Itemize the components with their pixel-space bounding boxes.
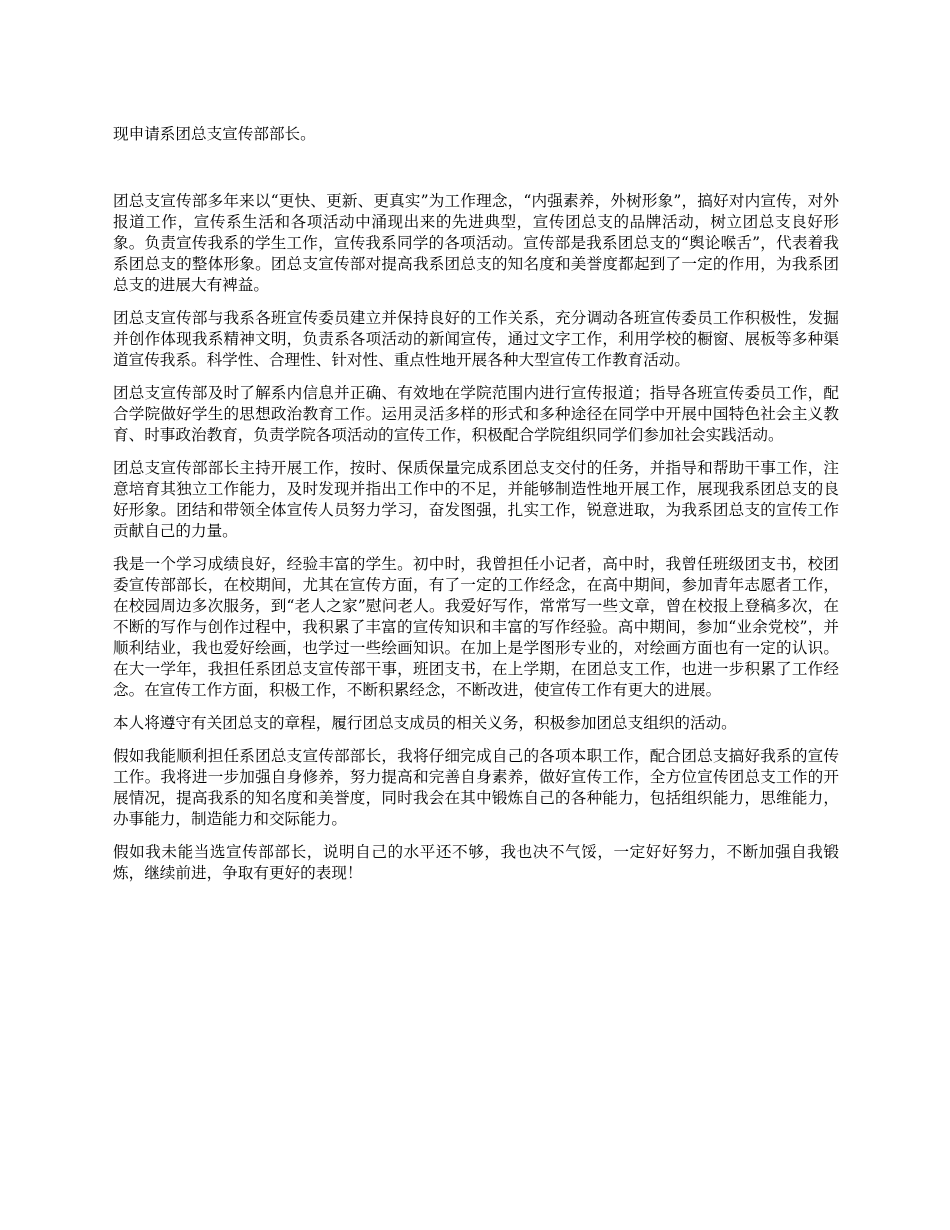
paragraph-4: 团总支宣传部部长主持开展工作，按时、保质保量完成系团总支交付的任务，并指导和帮助干事工作，注意培育其独立工作能力，及时发现并指出工作中的不足，并能够制造性地开展工作，展现我系团总支的良好形象。团结和带领全体宣传人员努力学习，奋发图强，扎实工作，锐意进取，为我系团总支的宣传工作贡献自己的力量。 [113,459,839,540]
paragraph-6: 本人将遵守有关团总支的章程，履行团总支成员的相关义务，积极参加团总支组织的活动。 [113,714,737,732]
paragraph-7: 假如我能顺利担任系团总支宣传部部长，我将仔细完成自己的各项本职工作，配合团总支搞好我系的宣传工作。我将进一步加强自身修养，努力提高和完善自身素养，做好宣传工作，全方位宣传团总支工作的开展情况，提高我系的知名度和美誉度，同时我会在其中锻炼自己的各种能力，包括组织能力，思维能力，办事能力，制造能力和交际能力。 [113,747,839,828]
paragraph-2: 团总支宣传部与我系各班宣传委员建立并保持良好的工作关系，充分调动各班宣传委员工作积极性，发掘并创作体现我系精神文明，负责系各项活动的新闻宣传，通过文字工作，利用学校的橱窗、展板等多种渠道宣传我系。科学性、合理性、针对性、重点性地开展各种大型宣传工作教育活动。 [113,309,839,369]
paragraph-8: 假如我未能当选宣传部部长，说明自己的水平还不够，我也决不气馁，一定好好努力，不断加强自我锻炼，继续前进，争取有更好的表现！ [113,843,839,882]
paragraph-3: 团总支宣传部及时了解系内信息并正确、有效地在学院范围内进行宣传报道；指导各班宣传委员工作，配合学院做好学生的思想政治教育工作。运用灵活多样的形式和多种途径在同学中开展中国特色社会主义教育、时事政治教育，负责学院各项活动的宣传工作，积极配合学院组织同学们参加社会实践活动。 [113,384,839,444]
document-body [113,124,839,896]
paragraph-1: 团总支宣传部多年来以“更快、更新、更真实”为工作理念，“内强素养，外树形象”，搞好对内宣传，对外报道工作，宣传系生活和各项活动中涌现出来的先进典型，宣传团总支的品牌活动，树立团总支良好形象。负责宣传我系的学生工作，宣传我系同学的各项活动。宣传部是我系团总支的“舆论喉舌”，代表着我系团总支的整体形象。团总支宣传部对提高我系团总支的知名度和美誉度都起到了一定的作用，为我系团总支的进展大有裨益。 [113,192,839,294]
paragraph-5: 我是一个学习成绩良好，经验丰富的学生。初中时，我曾担任小记者，高中时，我曾任班级团支书，校团委宣传部部长，在校期间，尤其在宣传方面，有了一定的工作经念，在高中期间，参加青年志愿者工作，在校园周边多次服务，到“老人之家”慰问老人。我爱好写作，常常写一些文章，曾在校报上登稿多次，在不断的写作与创作过程中，我积累了丰富的宣传知识和丰富的写作经验。高中期间，参加“业余党校”，并顺利结业，我也爱好绘画，也学过一些绘画知识。在加上是学图形专业的，对绘画方面也有一定的认识。在大一学年，我担任系团总支宣传部干事，班团支书，在上学期，在团总支工作，也进一步积累了工作经念。在宣传工作方面，积极工作，不断积累经念，不断改进，使宣传工作有更大的进展。 [113,555,839,699]
intro-line: 现申请系团总支宣传部部长。 [113,125,316,143]
